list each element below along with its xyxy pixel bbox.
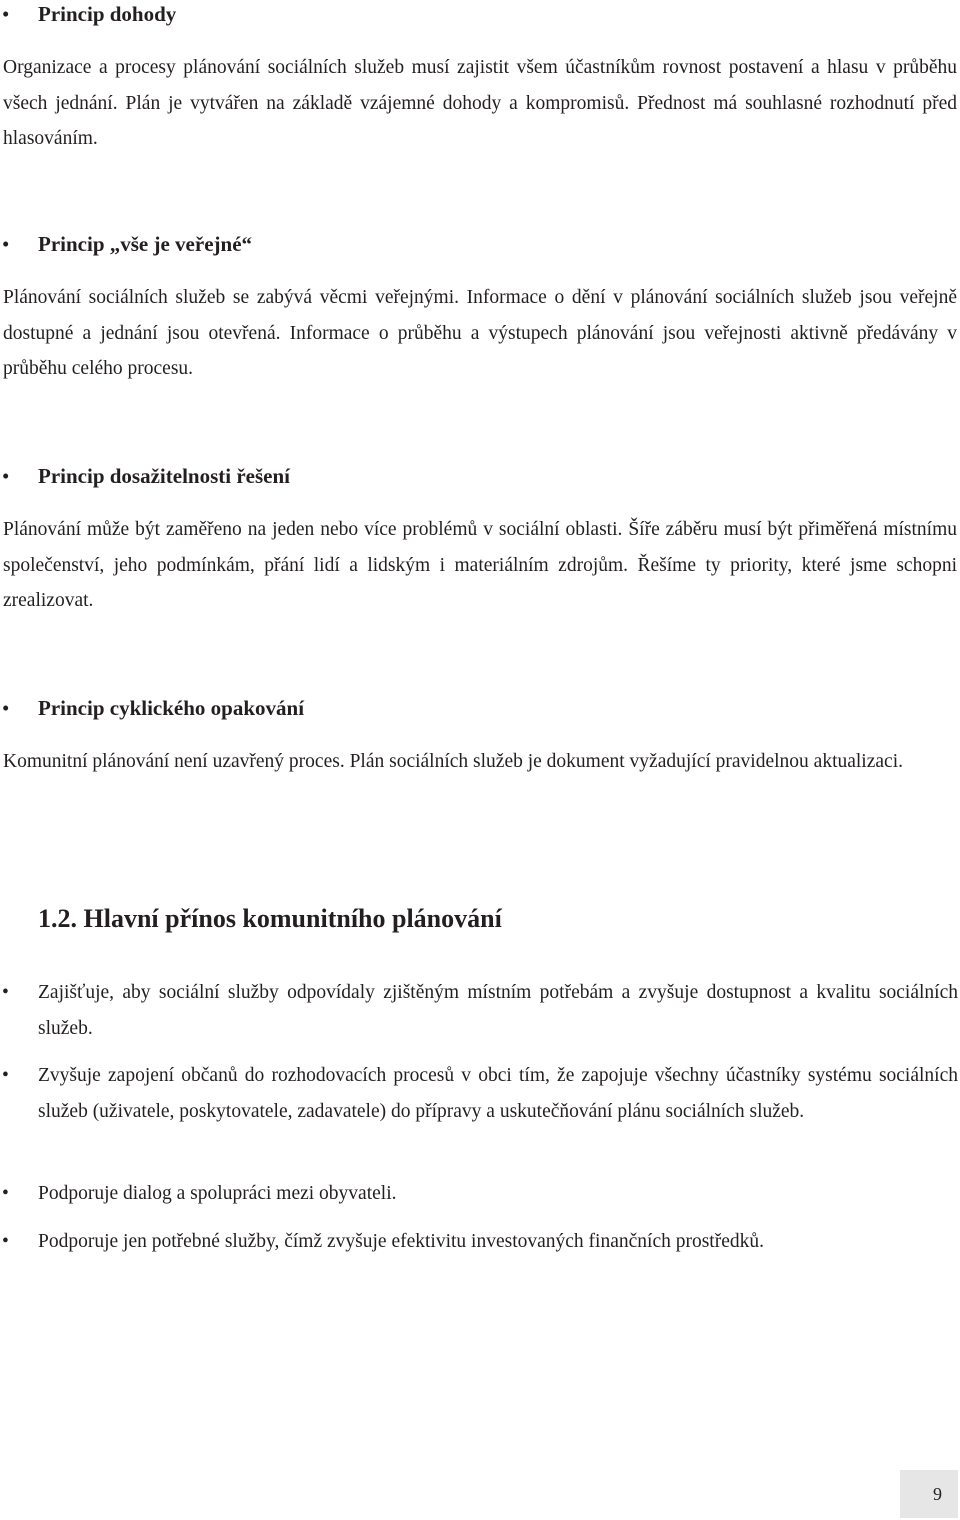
bullet: • (2, 232, 10, 256)
section-heading-cyklickeho (0, 694, 400, 722)
subsection-title: 1.2. Hlavní přínos komunitního plánování (38, 904, 502, 933)
list-item-text: Zajišťuje, aby sociální služby odpovídaly zjištěným místním potřebám a zvyšuje dostupnost a kvalitu sociálních služeb. (38, 982, 958, 1039)
page-number-box (900, 1470, 958, 1518)
paragraph-verejne: Plánování sociálních služeb se zabývá věcmi veřejnými. Informace o dění v plánování sociálních služeb jsou veřejně dostupné a jednání jsou otevřená. Informace o průběhu a výstupech plánování jsou veřejnosti aktivně předávány v průběhu celého procesu. (3, 287, 957, 379)
page-number: 9 (933, 1484, 942, 1504)
heading-text: Princip dohody (38, 2, 177, 26)
paragraph-dohody: Organizace a procesy plánování sociálních služeb musí zajistit všem účastníkům rovnost postavení a hlasu v průběhu všech jednání. Plán je vytvářen na základě vzájemné dohody a kompromisů. Přednost má souhlasné rozhodnutí před hlasováním. (3, 57, 957, 149)
list-item-text: Podporuje jen potřebné služby, čímž zvyšuje efektivitu investovaných finančních prostředků. (38, 1231, 764, 1252)
paragraph-cyklickeho: Komunitní plánování není uzavřený proces. Plán sociálních služeb je dokument vyžadující pravidelnou aktualizaci. (3, 751, 903, 772)
bullet: • (2, 1183, 9, 1204)
section-heading-verejne (0, 230, 400, 258)
list-item-text: Podporuje dialog a spolupráci mezi obyvateli. (38, 1183, 397, 1204)
section-heading-dosazitelnosti (0, 462, 400, 490)
bullet: • (2, 696, 10, 720)
heading-text: Princip „vše je veřejné“ (38, 232, 253, 256)
heading-text: Princip dosažitelnosti řešení (38, 464, 290, 488)
heading-text: Princip cyklického opakování (38, 696, 305, 720)
bullet: • (2, 982, 9, 1003)
section-heading-dohody (0, 0, 400, 28)
bullet: • (2, 1231, 9, 1252)
list-item-text: Zvyšuje zapojení občanů do rozhodovacích procesů v obci tím, že zapojuje všechny účastníky systému sociálních služeb (uživatele, poskytovatele, zadavatele) do přípravy a uskutečňování plánu sociálních služeb. (38, 1065, 958, 1122)
paragraph-dosazitelnosti: Plánování může být zaměřeno na jeden nebo více problémů v sociální oblasti. Šíře záběru musí být přiměřená místnímu společenství, jeho podmínkám, přání lidí a lidským i materiálním zdrojům. Řešíme ty priority, které jsme schopni zrealizovat. (3, 519, 957, 611)
bullet: • (2, 464, 10, 488)
bullet: • (2, 2, 10, 26)
bullet: • (2, 1065, 9, 1086)
